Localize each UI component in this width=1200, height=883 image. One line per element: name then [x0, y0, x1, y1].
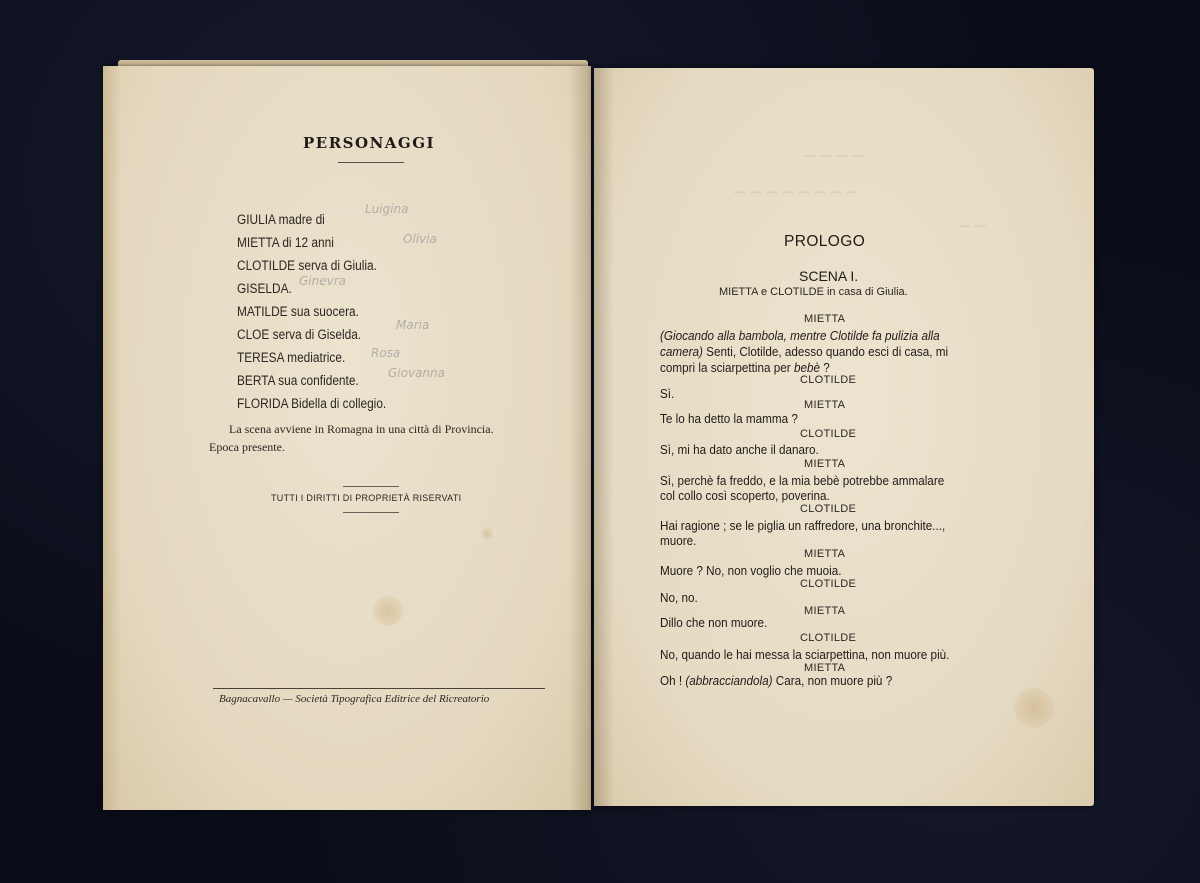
stage-direction: camera)	[660, 344, 703, 359]
character-entry: GISELDA.	[237, 281, 292, 296]
title-underline	[338, 162, 404, 163]
speaker-name: CLOTILDE	[800, 374, 857, 386]
dialogue-line: Sì, mi ha dato anche il danaro.	[660, 442, 819, 457]
dialogue-text: Senti, Clotilde, adesso quando esci di casa, mi	[702, 344, 949, 359]
dialogue-line: Muore ? No, non voglio che muoia.	[660, 563, 842, 578]
left-page	[103, 66, 591, 810]
speaker-name: MIETTA	[804, 605, 846, 617]
prologue-heading: PROLOGO	[784, 233, 866, 250]
paper-stain	[481, 528, 493, 540]
divider-rule	[343, 486, 399, 487]
character-entry: TERESA mediatrice.	[237, 350, 346, 365]
character-entry: FLORIDA Bidella di collegio.	[237, 396, 387, 411]
right-page	[594, 68, 1094, 806]
stage-direction: (abbracciandola)	[685, 673, 773, 688]
handwritten-note: Rosa	[371, 346, 401, 360]
dialogue-line: Dillo che non muore.	[660, 615, 768, 630]
dialogue-line	[660, 328, 940, 343]
character-entry: CLOTILDE serva di Giulia.	[237, 258, 377, 273]
dialogue-line: Sì.	[660, 386, 675, 401]
handwritten-note: Luigina	[365, 202, 409, 216]
emphasis-text: bebè	[793, 360, 820, 375]
dialogue-line	[660, 360, 830, 375]
dialogue-line: col collo così scoperto, poverina.	[660, 488, 830, 503]
handwritten-note: Maria	[396, 318, 430, 332]
speaker-name: MIETTA	[804, 458, 846, 470]
dialogue-text: Cara, non muore più ?	[772, 673, 893, 688]
handwritten-note: Giovanna	[388, 366, 445, 380]
imprint-rule	[213, 688, 545, 689]
character-entry: GIULIA madre di	[237, 212, 325, 227]
dialogue-line: muore.	[660, 533, 697, 548]
divider-rule	[343, 512, 399, 513]
dialogue-line	[660, 344, 948, 359]
show-through-text: — — — —	[804, 150, 865, 162]
dialogue-line: Sì, perchè fa freddo, e la mia bebè potrebbe ammalare	[660, 473, 945, 488]
scene-setting: La scena avviene in Romagna in una città di Provincia.	[229, 422, 494, 436]
handwritten-note: Olivia	[403, 232, 437, 246]
speaker-name: MIETTA	[804, 313, 846, 325]
dialogue-line: Hai ragione ; se le piglia un raffredore, una bronchite...,	[660, 518, 946, 533]
handwritten-note: Ginevra	[299, 274, 347, 288]
speaker-name: CLOTILDE	[800, 632, 857, 644]
speaker-name: CLOTILDE	[800, 503, 857, 515]
speaker-name: MIETTA	[804, 399, 846, 411]
scene-period: Epoca presente.	[209, 440, 285, 454]
dialogue-text: ?	[819, 360, 830, 375]
dialogue-text: compri la sciarpettina per	[660, 360, 794, 375]
dialogue-line	[660, 673, 892, 688]
character-entry: CLOE serva di Giselda.	[237, 327, 362, 342]
character-entry: MATILDE sua suocera.	[237, 304, 359, 319]
speaker-name: MIETTA	[804, 548, 846, 560]
stage-direction: (Giocando alla bambola, mentre Clotilde fa pulizia alla	[660, 328, 940, 343]
dialogue-text: Oh !	[660, 673, 686, 688]
speaker-name: CLOTILDE	[800, 578, 857, 590]
scene-description: MIETTA e CLOTILDE in casa di Giulia.	[719, 286, 908, 298]
dialogue-line: No, no.	[660, 590, 698, 605]
dialogue-line: No, quando le hai messa la sciarpettina, non muore più.	[660, 647, 950, 662]
paper-stain	[1014, 688, 1054, 728]
page-title: PERSONAGGI	[303, 134, 436, 152]
show-through-text: — —	[959, 220, 988, 232]
character-entry: BERTA sua confidente.	[237, 373, 359, 388]
character-entry: MIETTA di 12 anni	[237, 235, 334, 250]
printer-imprint: Bagnacavallo — Società Tipografica Editrice del Ricreatorio	[219, 693, 490, 705]
dialogue-line: Te lo ha detto la mamma ?	[660, 411, 798, 426]
speaker-name: MIETTA	[804, 662, 846, 674]
speaker-name: CLOTILDE	[800, 428, 857, 440]
paper-stain	[373, 596, 403, 626]
rights-notice: TUTTI I DIRITTI DI PROPRIETÀ RISERVATI	[271, 493, 462, 503]
scene-number: SCENA I.	[799, 268, 859, 284]
show-through-text: — — — — — — — —	[734, 186, 859, 198]
